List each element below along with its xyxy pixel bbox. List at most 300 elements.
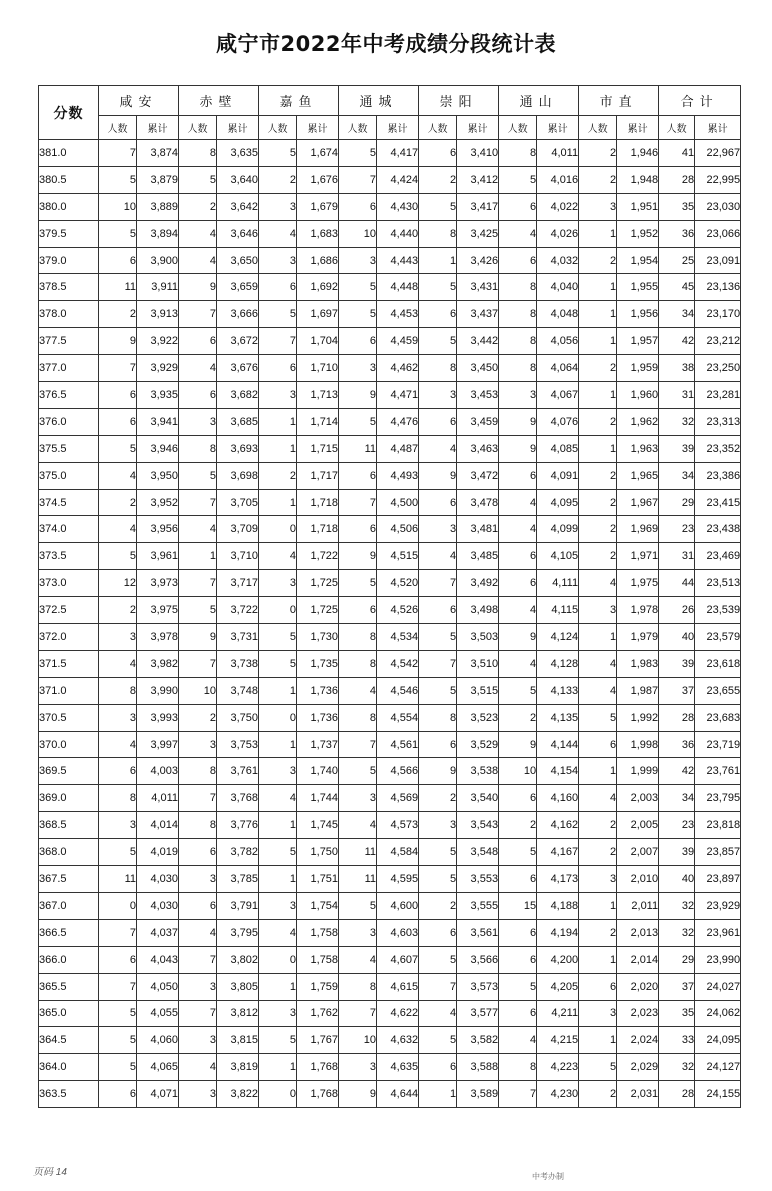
count-cell: 6	[499, 785, 537, 812]
count-cell: 31	[659, 382, 695, 409]
count-cell: 7	[99, 919, 137, 946]
count-cell: 1	[419, 247, 457, 274]
count-cell: 4	[419, 435, 457, 462]
cumulative-cell: 4,493	[377, 462, 419, 489]
cumulative-cell: 3,973	[137, 570, 179, 597]
count-cell: 8	[339, 624, 377, 651]
cumulative-cell: 2,024	[617, 1027, 659, 1054]
count-cell: 9	[339, 543, 377, 570]
count-cell: 6	[339, 328, 377, 355]
cumulative-cell: 3,975	[137, 597, 179, 624]
count-cell: 7	[499, 1081, 537, 1108]
cumulative-cell: 1,768	[297, 1054, 339, 1081]
table-row	[39, 355, 741, 382]
count-cell: 6	[259, 274, 297, 301]
cumulative-cell: 4,440	[377, 220, 419, 247]
cumulative-cell: 3,705	[217, 489, 259, 516]
cumulative-cell: 4,607	[377, 946, 419, 973]
count-cell: 1	[579, 624, 617, 651]
count-cell: 32	[659, 919, 695, 946]
count-cell: 0	[259, 704, 297, 731]
count-cell: 3	[99, 624, 137, 651]
cumulative-cell: 22,967	[695, 140, 741, 167]
cumulative-cell: 4,443	[377, 247, 419, 274]
cumulative-cell: 3,426	[457, 247, 499, 274]
cumulative-cell: 24,127	[695, 1054, 741, 1081]
count-cell: 4	[259, 543, 297, 570]
count-cell: 5	[99, 166, 137, 193]
count-cell: 4	[259, 785, 297, 812]
table-row	[39, 704, 741, 731]
cumulative-cell: 23,795	[695, 785, 741, 812]
cumulative-cell: 3,463	[457, 435, 499, 462]
cumulative-cell: 1,751	[297, 866, 339, 893]
count-cell: 0	[99, 892, 137, 919]
cumulative-cell: 3,731	[217, 624, 259, 651]
cumulative-cell: 4,500	[377, 489, 419, 516]
cumulative-cell: 3,795	[217, 919, 259, 946]
count-cell: 42	[659, 758, 695, 785]
cumulative-cell: 1,955	[617, 274, 659, 301]
cumulative-cell: 3,698	[217, 462, 259, 489]
count-cell: 3	[499, 382, 537, 409]
cumulative-cell: 4,076	[537, 408, 579, 435]
count-cell: 3	[99, 704, 137, 731]
cumulative-cell: 4,534	[377, 624, 419, 651]
count-cell: 29	[659, 489, 695, 516]
cumulative-cell: 3,768	[217, 785, 259, 812]
count-cell: 6	[339, 462, 377, 489]
cumulative-cell: 4,071	[137, 1081, 179, 1108]
count-cell: 1	[259, 973, 297, 1000]
count-subheader: 人数	[99, 116, 137, 140]
count-cell: 5	[179, 166, 217, 193]
table-row	[39, 408, 741, 435]
count-cell: 10	[179, 677, 217, 704]
cumulative-cell: 4,200	[537, 946, 579, 973]
count-cell: 1	[179, 543, 217, 570]
cumulative-cell: 3,588	[457, 1054, 499, 1081]
cumulative-cell: 4,124	[537, 624, 579, 651]
count-cell: 5	[259, 1027, 297, 1054]
cumulative-cell: 4,223	[537, 1054, 579, 1081]
table-row	[39, 516, 741, 543]
cumulative-cell: 3,589	[457, 1081, 499, 1108]
cumulative-cell: 4,011	[137, 785, 179, 812]
count-cell: 9	[499, 731, 537, 758]
cumulative-cell: 23,281	[695, 382, 741, 409]
cumulative-cell: 4,040	[537, 274, 579, 301]
count-cell: 4	[99, 462, 137, 489]
cumulative-cell: 3,812	[217, 1000, 259, 1027]
count-cell: 1	[259, 812, 297, 839]
table-row	[39, 489, 741, 516]
cumulative-cell: 3,785	[217, 866, 259, 893]
cumulative-cell: 3,573	[457, 973, 499, 1000]
cumulative-cell: 4,056	[537, 328, 579, 355]
score-cell: 364.0	[39, 1054, 99, 1081]
cumulative-cell: 2,014	[617, 946, 659, 973]
count-cell: 6	[339, 597, 377, 624]
cumulative-cell: 23,761	[695, 758, 741, 785]
count-cell: 6	[499, 462, 537, 489]
cumulative-cell: 4,067	[537, 382, 579, 409]
count-cell: 6	[579, 973, 617, 1000]
table-row	[39, 1054, 741, 1081]
cumulative-cell: 4,162	[537, 812, 579, 839]
count-cell: 38	[659, 355, 695, 382]
count-cell: 6	[419, 408, 457, 435]
table-row	[39, 866, 741, 893]
table-row	[39, 301, 741, 328]
cumulative-cell: 1,735	[297, 650, 339, 677]
cumulative-cell: 1,676	[297, 166, 339, 193]
count-cell: 6	[179, 839, 217, 866]
cumulative-cell: 4,085	[537, 435, 579, 462]
count-cell: 4	[579, 785, 617, 812]
cumulative-cell: 1,715	[297, 435, 339, 462]
cumulative-cell: 4,635	[377, 1054, 419, 1081]
cumulative-cell: 23,857	[695, 839, 741, 866]
count-cell: 1	[579, 328, 617, 355]
cumulative-cell: 1,692	[297, 274, 339, 301]
cumulative-cell: 2,023	[617, 1000, 659, 1027]
count-cell: 6	[499, 193, 537, 220]
cumulative-cell: 3,450	[457, 355, 499, 382]
count-cell: 1	[579, 946, 617, 973]
count-cell: 6	[419, 140, 457, 167]
count-cell: 8	[179, 140, 217, 167]
cumulative-cell: 3,894	[137, 220, 179, 247]
table-row	[39, 892, 741, 919]
cumulative-cell: 24,155	[695, 1081, 741, 1108]
cumulative-cell: 4,526	[377, 597, 419, 624]
score-cell: 376.0	[39, 408, 99, 435]
cumulative-cell: 23,212	[695, 328, 741, 355]
cumulative-cell: 1,750	[297, 839, 339, 866]
cumulative-cell: 3,582	[457, 1027, 499, 1054]
count-cell: 6	[179, 328, 217, 355]
count-cell: 8	[499, 274, 537, 301]
table-row	[39, 220, 741, 247]
cumulative-cell: 1,674	[297, 140, 339, 167]
cumulative-cell: 1,946	[617, 140, 659, 167]
cumulative-cell: 4,546	[377, 677, 419, 704]
cumulative-cell: 4,022	[537, 193, 579, 220]
count-cell: 7	[179, 785, 217, 812]
count-cell: 3	[179, 973, 217, 1000]
table-body	[39, 140, 741, 1108]
cumulative-cell: 3,417	[457, 193, 499, 220]
cumulative-cell: 3,561	[457, 919, 499, 946]
count-cell: 6	[419, 731, 457, 758]
count-cell: 6	[99, 758, 137, 785]
cumulative-cell: 4,095	[537, 489, 579, 516]
count-cell: 12	[99, 570, 137, 597]
count-cell: 6	[499, 946, 537, 973]
cumulative-cell: 3,650	[217, 247, 259, 274]
count-cell: 7	[179, 650, 217, 677]
cumulative-cell: 4,154	[537, 758, 579, 785]
count-cell: 31	[659, 543, 695, 570]
count-cell: 8	[339, 973, 377, 1000]
cumulative-cell: 3,982	[137, 650, 179, 677]
cumulative-cell: 2,020	[617, 973, 659, 1000]
cumulative-cell: 3,710	[217, 543, 259, 570]
cumulative-cell: 1,971	[617, 543, 659, 570]
count-cell: 10	[339, 220, 377, 247]
cumulative-cell: 4,424	[377, 166, 419, 193]
count-cell: 4	[339, 946, 377, 973]
cumulative-cell: 1,768	[297, 1081, 339, 1108]
count-cell: 6	[579, 731, 617, 758]
score-cell: 371.5	[39, 650, 99, 677]
score-cell: 372.5	[39, 597, 99, 624]
cumulative-cell: 3,738	[217, 650, 259, 677]
score-cell: 370.0	[39, 731, 99, 758]
count-cell: 6	[419, 597, 457, 624]
cumulative-cell: 23,618	[695, 650, 741, 677]
cumulative-cell: 4,448	[377, 274, 419, 301]
score-cell: 369.0	[39, 785, 99, 812]
cumulative-cell: 23,438	[695, 516, 741, 543]
cumulative-cell: 4,032	[537, 247, 579, 274]
cumulative-cell: 2,010	[617, 866, 659, 893]
score-cell: 381.0	[39, 140, 99, 167]
count-cell: 11	[99, 866, 137, 893]
table-row	[39, 839, 741, 866]
count-cell: 33	[659, 1027, 695, 1054]
count-cell: 6	[499, 866, 537, 893]
count-cell: 1	[259, 866, 297, 893]
count-cell: 23	[659, 812, 695, 839]
count-cell: 4	[419, 543, 457, 570]
count-cell: 5	[419, 624, 457, 651]
cumulative-cell: 3,523	[457, 704, 499, 731]
table-row	[39, 919, 741, 946]
cumulative-cell: 24,062	[695, 1000, 741, 1027]
cumulative-cell: 4,615	[377, 973, 419, 1000]
cumulative-cell: 4,644	[377, 1081, 419, 1108]
cumulative-cell: 3,685	[217, 408, 259, 435]
count-cell: 2	[579, 1081, 617, 1108]
cumulative-cell: 3,510	[457, 650, 499, 677]
count-cell: 3	[99, 812, 137, 839]
table-row	[39, 462, 741, 489]
cumulative-cell: 4,043	[137, 946, 179, 973]
count-cell: 3	[259, 1000, 297, 1027]
cumulative-cell: 4,055	[137, 1000, 179, 1027]
cumulative-cell: 1,954	[617, 247, 659, 274]
cumulative-cell: 3,515	[457, 677, 499, 704]
cumulative-cell: 1,714	[297, 408, 339, 435]
count-cell: 11	[339, 435, 377, 462]
cumulative-cell: 3,722	[217, 597, 259, 624]
cumulative-cell: 3,553	[457, 866, 499, 893]
score-cell: 379.0	[39, 247, 99, 274]
cumulative-cell: 1,998	[617, 731, 659, 758]
count-cell: 1	[579, 892, 617, 919]
count-cell: 5	[419, 274, 457, 301]
cumulative-subheader: 累计	[137, 116, 179, 140]
cumulative-cell: 3,453	[457, 382, 499, 409]
count-cell: 6	[99, 1081, 137, 1108]
cumulative-cell: 4,037	[137, 919, 179, 946]
cumulative-cell: 3,498	[457, 597, 499, 624]
count-cell: 7	[339, 731, 377, 758]
cumulative-cell: 3,442	[457, 328, 499, 355]
cumulative-cell: 3,822	[217, 1081, 259, 1108]
table-row	[39, 758, 741, 785]
score-cell: 374.0	[39, 516, 99, 543]
score-cell: 372.0	[39, 624, 99, 651]
cumulative-cell: 1,975	[617, 570, 659, 597]
score-cell: 373.5	[39, 543, 99, 570]
cumulative-cell: 1,744	[297, 785, 339, 812]
cumulative-cell: 23,655	[695, 677, 741, 704]
cumulative-cell: 3,753	[217, 731, 259, 758]
cumulative-cell: 4,211	[537, 1000, 579, 1027]
cumulative-subheader: 累计	[297, 116, 339, 140]
count-cell: 1	[259, 1054, 297, 1081]
count-cell: 6	[99, 247, 137, 274]
count-cell: 5	[499, 166, 537, 193]
count-cell: 3	[179, 731, 217, 758]
count-cell: 5	[99, 543, 137, 570]
count-cell: 4	[339, 812, 377, 839]
cumulative-cell: 3,481	[457, 516, 499, 543]
count-cell: 6	[339, 193, 377, 220]
cumulative-cell: 2,007	[617, 839, 659, 866]
count-cell: 5	[179, 462, 217, 489]
table-row	[39, 946, 741, 973]
count-cell: 8	[99, 785, 137, 812]
cumulative-cell: 3,750	[217, 704, 259, 731]
count-cell: 5	[419, 839, 457, 866]
count-subheader: 人数	[419, 116, 457, 140]
cumulative-cell: 1,725	[297, 597, 339, 624]
cumulative-cell: 3,782	[217, 839, 259, 866]
count-cell: 5	[579, 1054, 617, 1081]
table-row	[39, 166, 741, 193]
cumulative-cell: 1,754	[297, 892, 339, 919]
count-cell: 32	[659, 408, 695, 435]
cumulative-cell: 3,929	[137, 355, 179, 382]
count-cell: 8	[339, 704, 377, 731]
score-cell: 377.0	[39, 355, 99, 382]
source-note: 中考办制	[532, 1172, 564, 1181]
count-cell: 5	[99, 220, 137, 247]
count-cell: 3	[259, 247, 297, 274]
score-cell: 377.5	[39, 328, 99, 355]
cumulative-cell: 1,713	[297, 382, 339, 409]
count-cell: 2	[579, 489, 617, 516]
cumulative-cell: 1,737	[297, 731, 339, 758]
count-cell: 9	[499, 408, 537, 435]
cumulative-cell: 23,513	[695, 570, 741, 597]
count-cell: 3	[339, 785, 377, 812]
cumulative-cell: 1,740	[297, 758, 339, 785]
cumulative-cell: 1,736	[297, 677, 339, 704]
cumulative-cell: 23,250	[695, 355, 741, 382]
cumulative-cell: 3,961	[137, 543, 179, 570]
count-cell: 3	[579, 866, 617, 893]
cumulative-cell: 3,776	[217, 812, 259, 839]
cumulative-cell: 23,352	[695, 435, 741, 462]
region-header-row	[39, 86, 741, 116]
cumulative-cell: 23,136	[695, 274, 741, 301]
cumulative-cell: 3,659	[217, 274, 259, 301]
count-cell: 7	[179, 570, 217, 597]
cumulative-cell: 1,967	[617, 489, 659, 516]
count-cell: 9	[179, 274, 217, 301]
cumulative-cell: 1,718	[297, 489, 339, 516]
cumulative-cell: 4,064	[537, 355, 579, 382]
count-cell: 5	[499, 973, 537, 1000]
cumulative-cell: 4,205	[537, 973, 579, 1000]
cumulative-cell: 23,469	[695, 543, 741, 570]
cumulative-cell: 1,679	[297, 193, 339, 220]
cumulative-cell: 2,005	[617, 812, 659, 839]
cumulative-cell: 4,569	[377, 785, 419, 812]
count-cell: 2	[579, 355, 617, 382]
count-cell: 4	[499, 597, 537, 624]
cumulative-cell: 1,992	[617, 704, 659, 731]
cumulative-cell: 4,194	[537, 919, 579, 946]
count-cell: 7	[99, 355, 137, 382]
cumulative-cell: 4,584	[377, 839, 419, 866]
cumulative-cell: 3,874	[137, 140, 179, 167]
table-row	[39, 1081, 741, 1108]
cumulative-cell: 4,048	[537, 301, 579, 328]
cumulative-cell: 3,761	[217, 758, 259, 785]
count-cell: 5	[339, 274, 377, 301]
count-cell: 39	[659, 435, 695, 462]
table-row	[39, 570, 741, 597]
cumulative-cell: 3,993	[137, 704, 179, 731]
count-cell: 2	[99, 301, 137, 328]
cumulative-cell: 1,759	[297, 973, 339, 1000]
cumulative-cell: 4,016	[537, 166, 579, 193]
cumulative-cell: 1,730	[297, 624, 339, 651]
count-cell: 4	[259, 919, 297, 946]
cumulative-cell: 4,011	[537, 140, 579, 167]
count-cell: 8	[499, 140, 537, 167]
cumulative-cell: 4,111	[537, 570, 579, 597]
count-cell: 0	[259, 516, 297, 543]
count-cell: 35	[659, 1000, 695, 1027]
cumulative-cell: 4,099	[537, 516, 579, 543]
count-cell: 23	[659, 516, 695, 543]
count-cell: 1	[419, 1081, 457, 1108]
table-row	[39, 1027, 741, 1054]
cumulative-cell: 1,983	[617, 650, 659, 677]
cumulative-cell: 23,415	[695, 489, 741, 516]
count-cell: 6	[499, 1000, 537, 1027]
count-cell: 36	[659, 220, 695, 247]
cumulative-cell: 3,472	[457, 462, 499, 489]
count-cell: 3	[179, 1027, 217, 1054]
count-cell: 11	[339, 866, 377, 893]
count-cell: 8	[499, 301, 537, 328]
cumulative-cell: 3,640	[217, 166, 259, 193]
count-cell: 8	[419, 355, 457, 382]
score-cell: 363.5	[39, 1081, 99, 1108]
count-cell: 7	[259, 328, 297, 355]
count-cell: 1	[579, 435, 617, 462]
cumulative-cell: 4,135	[537, 704, 579, 731]
table-row	[39, 812, 741, 839]
